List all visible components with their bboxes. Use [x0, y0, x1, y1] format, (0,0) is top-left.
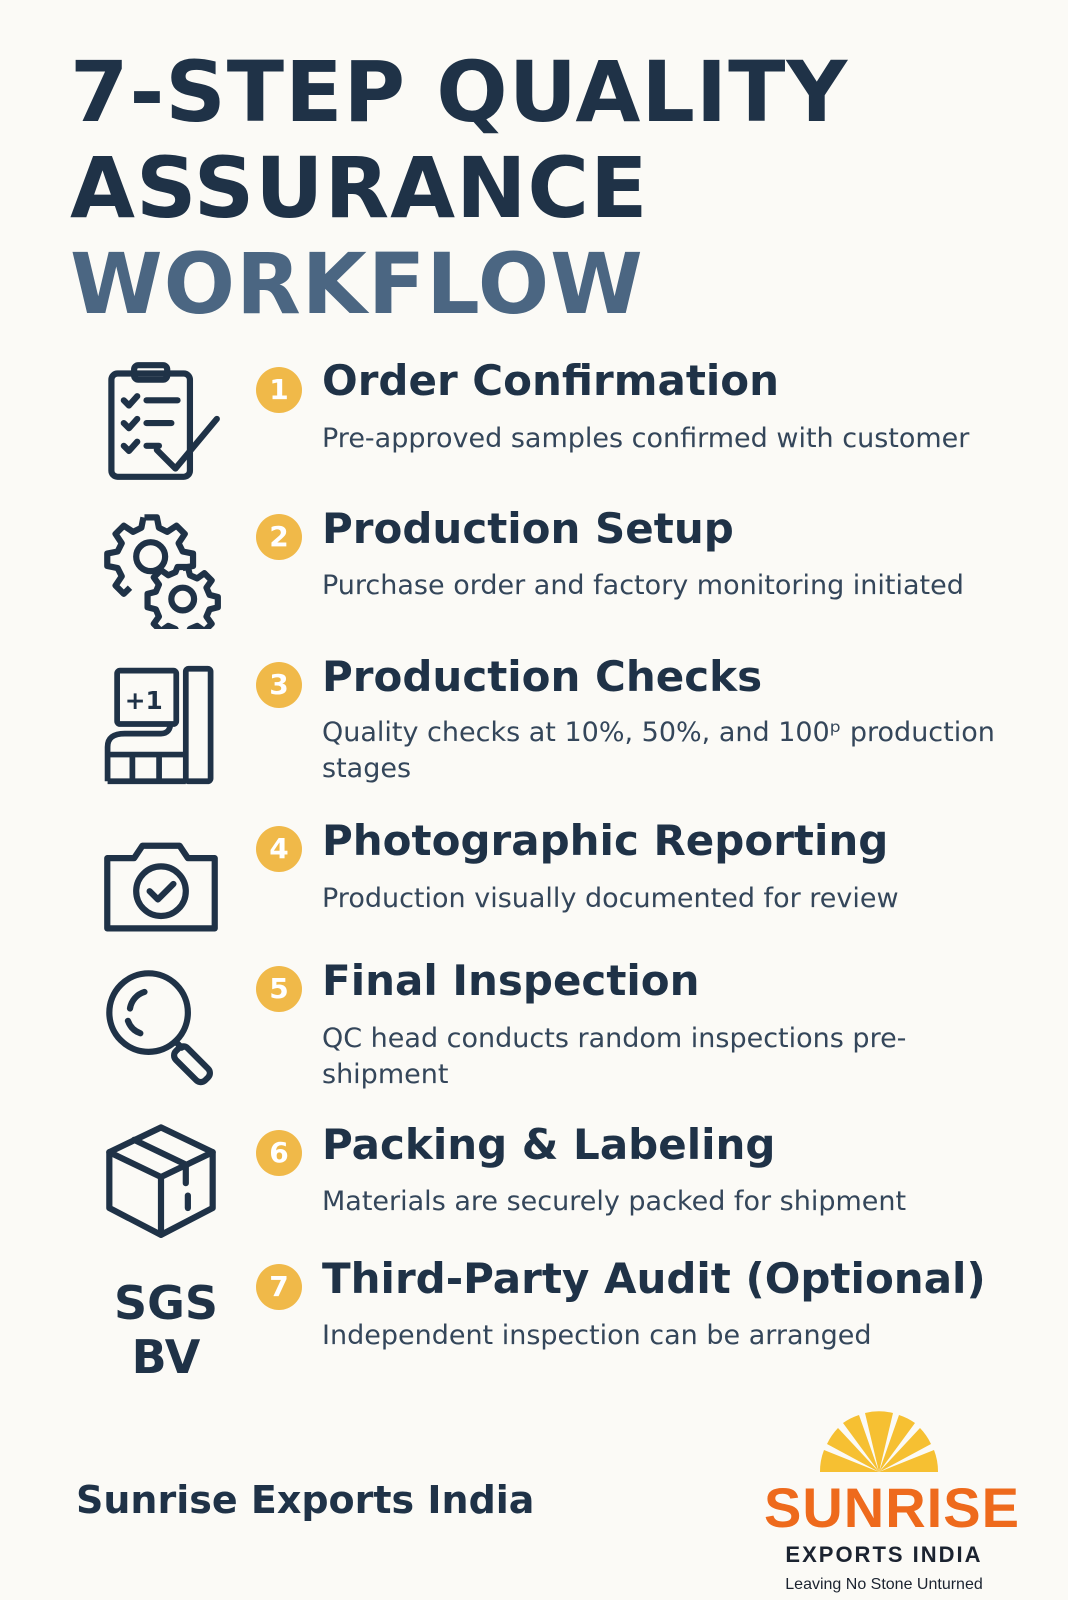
gears-icon: [96, 502, 226, 632]
sgs-text: SGS: [113, 1276, 219, 1330]
counter-label: +1: [124, 685, 163, 715]
step-description: Independent inspection can be arranged: [322, 1320, 872, 1351]
step-number-badge: 6: [256, 1130, 302, 1176]
step-title: Production Setup: [322, 504, 734, 553]
step-description: Production visually documented for review: [322, 883, 899, 914]
step-description: Quality checks at 10%, 50%, and 100ᵖ production stages: [322, 717, 995, 784]
step-description: Pre-approved samples confirmed with customer: [322, 423, 970, 454]
step-number-badge: 2: [256, 514, 302, 560]
step-number-badge: 5: [256, 966, 302, 1012]
step-title: Packing & Labeling: [322, 1120, 776, 1169]
camera-check-icon: [96, 820, 226, 950]
page-title: [70, 44, 848, 332]
logo-tagline: Leaving No Stone Unturned: [785, 1576, 983, 1593]
logo-subtitle: EXPORTS INDIA: [785, 1542, 983, 1567]
clipboard-checklist-icon: [96, 356, 226, 486]
bv-text: BV: [131, 1330, 201, 1384]
production-counter-icon: [96, 660, 226, 790]
step-description: Purchase order and factory monitoring initiated: [322, 570, 964, 601]
step-number-badge: 1: [256, 367, 302, 413]
step-title: Third-Party Audit (Optional): [322, 1254, 986, 1303]
magnifier-icon: [96, 960, 226, 1090]
sgs-bv-label: [96, 1276, 236, 1384]
step-description: Materials are securely packed for shipment: [322, 1186, 907, 1217]
step-title: Photographic Reporting: [322, 816, 889, 865]
sunrise-logo: [764, 1400, 1020, 1596]
step-number-badge: 3: [256, 662, 302, 708]
logo-name: SUNRISE: [764, 1476, 1020, 1539]
company-name: Sunrise Exports India: [76, 1478, 535, 1522]
step-number-badge: 7: [256, 1264, 302, 1310]
title-line-2: ASSURANCE: [70, 139, 649, 237]
title-line-1: 7-STEP QUALITY: [70, 43, 849, 141]
step-title: Production Checks: [322, 652, 763, 701]
box-icon: [96, 1112, 226, 1242]
step-title: Final Inspection: [322, 956, 700, 1005]
step-number-badge: 4: [256, 826, 302, 872]
step-description: QC head conducts random inspections pre-shipment: [322, 1023, 907, 1090]
title-line-3: WORKFLOW: [70, 235, 644, 333]
sun-rays-icon: [804, 1400, 954, 1474]
step-title: Order Confirmation: [322, 356, 780, 405]
